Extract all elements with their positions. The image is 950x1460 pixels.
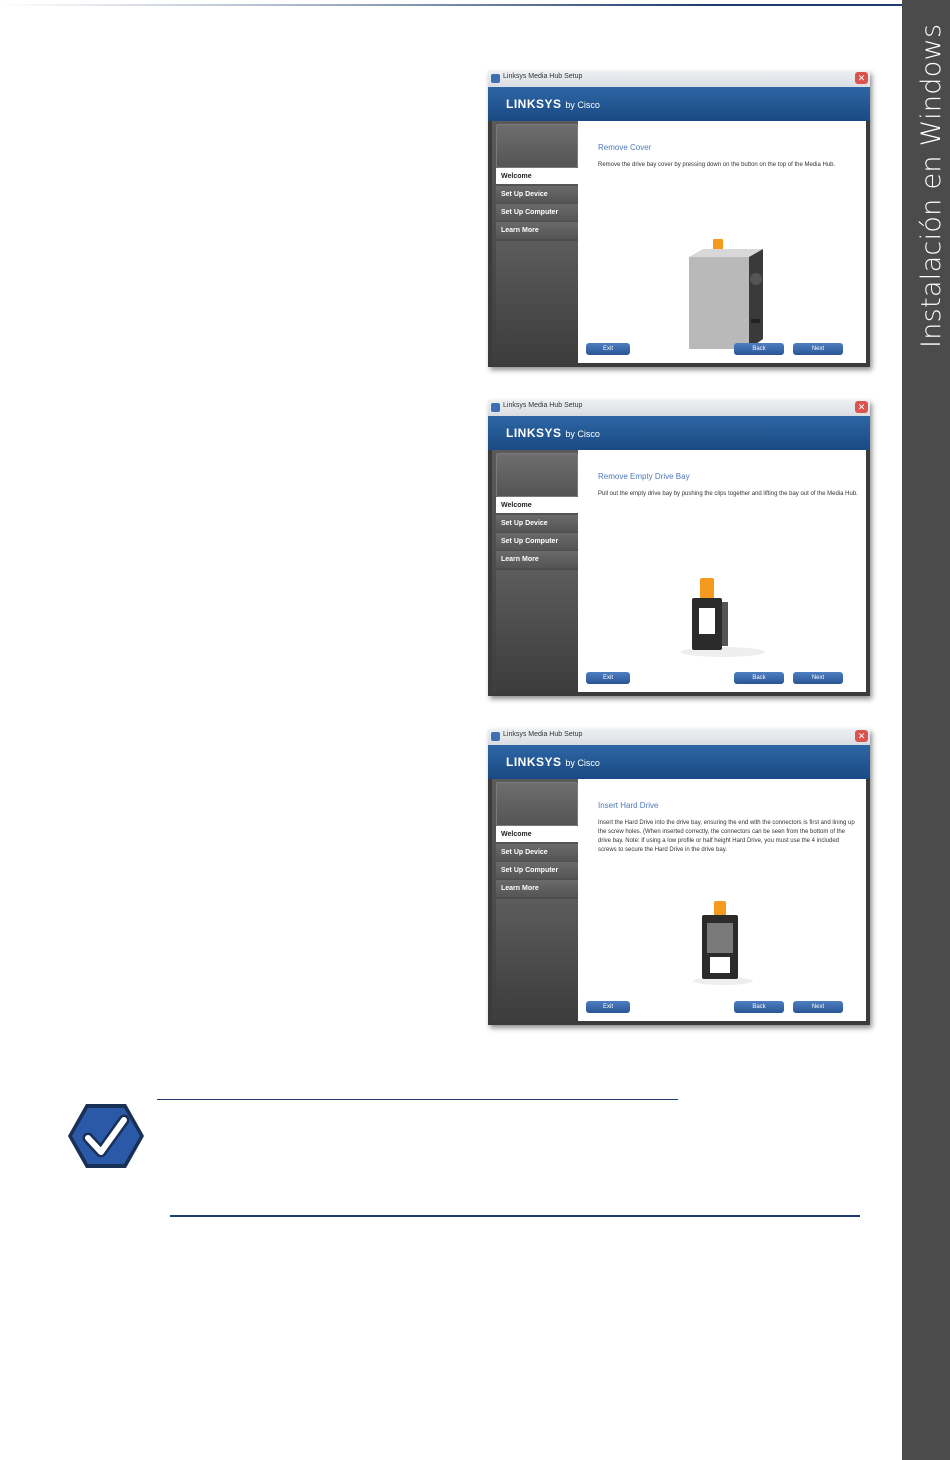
nav-item-set-up-computer[interactable]: Set Up Computer — [496, 204, 578, 221]
back-button[interactable]: Back — [734, 343, 784, 355]
nav-item-set-up-device[interactable]: Set Up Device — [496, 186, 578, 203]
brand-logo: LINKSYS by Cisco — [506, 426, 600, 440]
window-titlebar — [488, 400, 870, 417]
wizard-content — [578, 779, 866, 1021]
app-icon — [491, 74, 500, 83]
window-titlebar — [488, 729, 870, 746]
nav-item-learn-more[interactable]: Learn More — [496, 551, 578, 568]
next-button[interactable]: Next — [793, 672, 843, 684]
step-instruction: Remove the drive bay cover by pressing down on the button on the top of the Media Hub. — [598, 162, 836, 168]
next-button[interactable]: Next — [793, 1001, 843, 1013]
window-title: Linksys Media Hub Setup — [503, 73, 583, 80]
section-side-label: Instalación en Windows — [916, 23, 947, 348]
nav-item-set-up-device[interactable]: Set Up Device — [496, 515, 578, 532]
wizard-content — [578, 121, 866, 363]
back-button[interactable]: Back — [734, 1001, 784, 1013]
close-icon[interactable]: ✕ — [855, 401, 868, 413]
drive-bay-illustration — [678, 578, 768, 658]
brand-banner — [488, 87, 870, 121]
app-icon — [491, 732, 500, 741]
note-rule-bottom — [170, 1215, 860, 1217]
exit-button[interactable]: Exit — [586, 343, 630, 355]
wizard-sidebar — [492, 779, 578, 1021]
checkmark-note-icon — [66, 1102, 146, 1170]
close-icon[interactable]: ✕ — [855, 72, 868, 84]
window-title: Linksys Media Hub Setup — [503, 402, 583, 409]
next-button[interactable]: Next — [793, 343, 843, 355]
nav-item-set-up-device[interactable]: Set Up Device — [496, 844, 578, 861]
brand-banner — [488, 745, 870, 779]
window-title: Linksys Media Hub Setup — [503, 731, 583, 738]
sidebar-thumbnail — [496, 782, 578, 826]
nav-item-set-up-computer[interactable]: Set Up Computer — [496, 533, 578, 550]
wizard-sidebar — [492, 121, 578, 363]
hard-drive-illustration — [688, 901, 758, 987]
setup-screenshot-insert-hard-drive — [488, 729, 870, 1025]
nav-item-learn-more[interactable]: Learn More — [496, 880, 578, 897]
app-icon — [491, 403, 500, 412]
window-titlebar — [488, 71, 870, 88]
sidebar-thumbnail — [496, 453, 578, 497]
wizard-sidebar — [492, 450, 578, 692]
media-hub-illustration — [683, 239, 769, 355]
top-rule — [0, 4, 950, 6]
step-heading: Remove Cover — [598, 143, 652, 152]
note-rule-top — [157, 1099, 678, 1100]
setup-screenshot-remove-drive-bay — [488, 400, 870, 696]
brand-banner — [488, 416, 870, 450]
section-side-tab — [902, 0, 950, 1460]
brand-logo: LINKSYS by Cisco — [506, 97, 600, 111]
step-heading: Insert Hard Drive — [598, 801, 659, 810]
nav-item-learn-more[interactable]: Learn More — [496, 222, 578, 239]
step-heading: Remove Empty Drive Bay — [598, 472, 690, 481]
exit-button[interactable]: Exit — [586, 1001, 630, 1013]
sidebar-thumbnail — [496, 124, 578, 168]
nav-item-welcome[interactable]: Welcome — [496, 168, 578, 185]
brand-logo: LINKSYS by Cisco — [506, 755, 600, 769]
setup-screenshot-remove-cover — [488, 71, 870, 367]
step-instruction: Pull out the empty drive bay by pushing the clips together and lifting the bay out of the Media Hub. — [598, 491, 858, 497]
wizard-content — [578, 450, 866, 692]
exit-button[interactable]: Exit — [586, 672, 630, 684]
step-instruction: Insert the Hard Drive into the drive bay, ensuring the end with the connectors is first and lining up the screw holes. (When inserted correctly, the connectors can be seen from the bottom of the drive bay. Note: If using a low profile or half height Hard Drive, you must use the 4 included screws to secure the Hard Drive in the drive bay. — [598, 820, 855, 853]
back-button[interactable]: Back — [734, 672, 784, 684]
close-icon[interactable]: ✕ — [855, 730, 868, 742]
nav-item-welcome[interactable]: Welcome — [496, 826, 578, 843]
nav-item-set-up-computer[interactable]: Set Up Computer — [496, 862, 578, 879]
nav-item-welcome[interactable]: Welcome — [496, 497, 578, 514]
